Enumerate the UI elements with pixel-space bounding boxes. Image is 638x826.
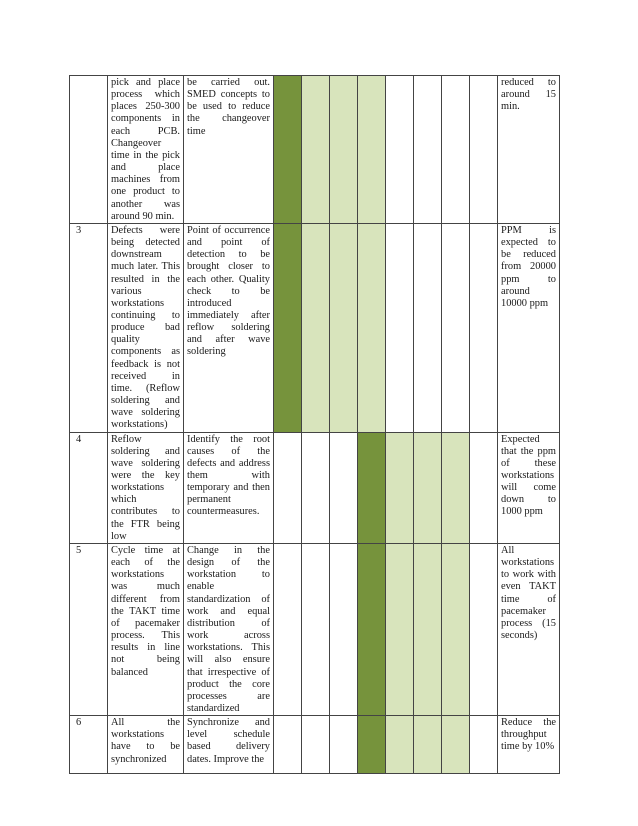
row-number: 5 <box>70 543 108 715</box>
timeline-cell <box>386 432 414 543</box>
timeline-cell <box>442 716 470 774</box>
problem-text: Reflow soldering and wave soldering were the key workstations which contributes to the FTR being low <box>111 433 180 542</box>
row-number <box>70 76 108 224</box>
problem-cell <box>108 223 184 432</box>
timeline-cell <box>302 76 330 224</box>
countermeasure-cell <box>184 223 274 432</box>
problem-text: pick and place process which places 250-300 components in each PCB. Changeover time in the pick and place machines from one product to another was around 90 min. <box>111 77 180 222</box>
countermeasure-text: be carried out. SMED concepts to be used to reduce the changeover time <box>187 77 270 137</box>
result-text: PPM is expected to be reduced from 20000 ppm to around 10000 ppm <box>501 224 556 309</box>
countermeasure-text: Point of occurrence and point of detection to be brought closer to each other. Quality check to be introduced immediately after reflow soldering and after wave soldering <box>187 224 270 358</box>
timeline-cell <box>358 432 386 543</box>
result-cell <box>498 543 560 715</box>
timeline-cell <box>470 223 498 432</box>
timeline-cell <box>414 432 442 543</box>
table-row <box>70 76 560 224</box>
timeline-cell <box>274 543 302 715</box>
problem-text: Defects were being detected downstream much later. This resulted in the various workstations continuing to produce bad quality components as feedback is not received in time. (Reflow soldering and wave soldering workstations) <box>111 224 180 431</box>
countermeasure-cell <box>184 716 274 774</box>
timeline-cell <box>330 76 358 224</box>
timeline-cell <box>358 223 386 432</box>
problem-cell <box>108 543 184 715</box>
timeline-cell <box>330 223 358 432</box>
timeline-cell <box>414 716 442 774</box>
timeline-cell <box>414 543 442 715</box>
countermeasure-cell <box>184 543 274 715</box>
timeline-cell <box>414 76 442 224</box>
timeline-cell <box>358 76 386 224</box>
result-cell <box>498 223 560 432</box>
countermeasure-text: Identify the root causes of the defects and address them with temporary and then permanent countermeasures. <box>187 433 270 518</box>
result-text: Reduce the throughput time by 10% <box>501 717 556 753</box>
timeline-cell <box>358 543 386 715</box>
problem-cell <box>108 76 184 224</box>
timeline-cell <box>470 76 498 224</box>
countermeasure-cell <box>184 76 274 224</box>
timeline-cell <box>274 223 302 432</box>
problem-cell <box>108 432 184 543</box>
table-row <box>70 223 560 432</box>
result-text: reduced to around 15 min. <box>501 77 556 113</box>
timeline-cell <box>442 76 470 224</box>
row-number: 6 <box>70 716 108 774</box>
table-row <box>70 543 560 715</box>
result-cell <box>498 76 560 224</box>
timeline-cell <box>386 223 414 432</box>
table-row <box>70 716 560 774</box>
table-row <box>70 432 560 543</box>
timeline-cell <box>302 432 330 543</box>
timeline-cell <box>302 223 330 432</box>
result-text: Expected that the ppm of these workstations will come down to 1000 ppm <box>501 433 556 518</box>
row-number: 4 <box>70 432 108 543</box>
timeline-cell <box>386 716 414 774</box>
row-number: 3 <box>70 223 108 432</box>
result-cell <box>498 716 560 774</box>
timeline-cell <box>442 543 470 715</box>
countermeasure-text: Synchronize and level schedule based delivery dates. Improve the <box>187 717 270 765</box>
result-cell <box>498 432 560 543</box>
timeline-cell <box>470 432 498 543</box>
timeline-cell <box>302 543 330 715</box>
timeline-cell <box>470 543 498 715</box>
timeline-cell <box>274 76 302 224</box>
timeline-cell <box>274 716 302 774</box>
timeline-cell <box>330 432 358 543</box>
timeline-cell <box>386 543 414 715</box>
timeline-cell <box>302 716 330 774</box>
timeline-cell <box>386 76 414 224</box>
result-text: All workstations to work with even TAKT time of pacemaker process (15 seconds) <box>501 544 556 642</box>
countermeasure-text: Change in the design of the workstation to enable standardization of work and equal distribution of work across workstations. This will also ensure that irrespective of product the core processes are standardized <box>187 544 270 714</box>
problem-text: Cycle time at each of the workstations was much different from the TAKT time of pacemaker process. This results in line not being balanced <box>111 544 180 678</box>
timeline-cell <box>414 223 442 432</box>
problem-cell <box>108 716 184 774</box>
timeline-cell <box>442 432 470 543</box>
countermeasure-cell <box>184 432 274 543</box>
timeline-cell <box>330 543 358 715</box>
timeline-cell <box>442 223 470 432</box>
problem-text: All the workstations have to be synchronized <box>111 717 180 765</box>
table-body <box>70 76 560 774</box>
timeline-cell <box>470 716 498 774</box>
timeline-cell <box>358 716 386 774</box>
timeline-cell <box>274 432 302 543</box>
timeline-cell <box>330 716 358 774</box>
action-plan-table <box>69 75 560 774</box>
